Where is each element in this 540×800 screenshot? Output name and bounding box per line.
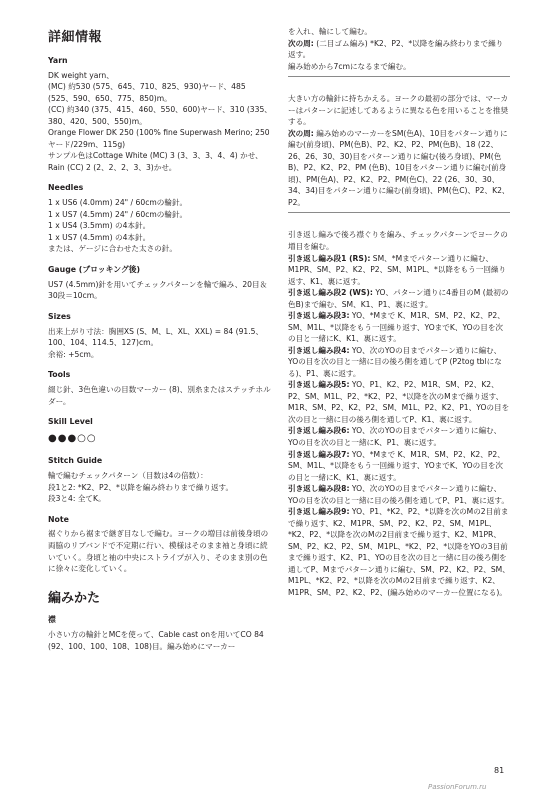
instruction-paragraph: 引き返し編みで後ろ襟ぐりを編み、チェックパターンでヨークの増目を編む。 [288,230,508,251]
row-label: 次の周: [288,128,314,138]
gauge-section [48,264,272,302]
yarn-line: サンプル色はCottage White (MC) 3 (3、3、3、4、4) かせ、Rain (CC) 2 (2、2、2、3、3)かせ。 [48,151,263,172]
spacer [288,219,510,229]
row-text: YO、P1、*K2、P2、*以降を次のMの2目前まで繰り返す、K2、M1PR、SM、P2、K2、P2、SM、M1PL、*K2、P2、*以降を次のMの2目前まで繰り返す、K2、M1PR、SM、P2、K2、P2、SM、M1PL、*K2、P2、*以降をYOの3目前まで繰り返す、K2、P1、YOの目を次の目と一緒に目の後ろ側を通してP、Mまでパターン通りに編む、SM、P2、K2、P2、SM、M1PL、*K2、P2、*以降を次のMの2目前まで繰り返す、K2、M1PR、SM、P2、K2、P2、(編み始めのマーカー位置になる)。 [288,507,510,597]
left-column [48,26,272,652]
skill-heading: Skill Level [48,417,93,427]
skill-level-dots: ●●●○○ [48,432,97,444]
short-row-instruction [288,449,510,484]
short-row-instruction [288,345,510,380]
sizes-section [48,311,272,360]
needles-line: または、ゲージに合わせた太さの針。 [48,244,177,254]
row-label: 引き返し編み段9: [288,507,350,517]
instruction-paragraph [288,128,510,209]
short-row-instruction [288,310,510,345]
tools-line: 綴じ針、3色色違いの目数マーカー (8)、別糸またはステッチホルダー。 [48,385,271,406]
yarn-line: Orange Flower DK 250 (100% fine Superwash Merino; 250ヤード/229m、115g) [48,128,270,149]
gauge-line: US7 (4.5mm)針を用いてチェックパターンを輪で編み、20目＆30段＝10cm。 [48,279,268,301]
row-label: 引き返し編み段4: [288,345,350,355]
instruction-paragraph: を入れ、輪にして編む。 [288,27,372,36]
instruction-paragraph: 大きい方の輪針に持ちかえる。ヨークの最初の部分では、マーカーはパターンに記述してあるように異なる色を用いることを推奨する。 [288,94,509,127]
collar-text: 小さい方の輪針とMCを使って、Cable cast onを用いてCO 84 (92、100、100、108、108)目。編み始めにマーカー [48,630,264,651]
row-label: 引き返し編み段3: [288,311,350,321]
needles-section [48,182,272,255]
gauge-heading: Gauge (ブロッキング後) [48,264,141,274]
row-text: YO、次のYOの目までパターン通りに編む、YOの目を次の目と一緒に目の後ろ側を通してP (P2tog tblになる)、P1、裏に返す。 [288,345,502,378]
stitch-guide-line: 輪で編むチェックパターン（目数は4の倍数）： [48,471,208,480]
instruction-paragraph: 編み始めから7cmになるまで編む。 [288,61,411,71]
short-row-instruction [288,253,510,288]
watermark: PassionForum.ru [428,783,487,791]
row-text: (二目ゴム編み) *K2、P2、*以降を編み終わりまで繰り返す。 [288,38,504,60]
method-title: 編みかた [48,590,101,606]
short-row-instruction [288,425,510,448]
needles-line: 1 x US7 (4.5mm) の4本針。 [48,232,151,242]
instruction-paragraph [288,38,510,61]
needles-line: 1 x US6 (4.0mm) 24" / 60cmの輪針。 [48,198,188,208]
collar-heading: 襟 [48,615,56,625]
row-text: SM、*Mまでパターン通りに編む、M1PR、SM、P2、K2、P2、SM、M1PL、*以降をもう一回繰り返す、K1、裏に返す。 [288,253,507,286]
needles-line: 1 x US4 (3.5mm) の4本針。 [48,221,151,231]
row-text: YO、次のYOの目までパターン通りに編む、YOの目を次の目と一緒にK、P1、裏に返す。 [288,426,502,447]
yarn-line: (MC) 約530 (575、645、710、825、930)ヤード、485 (525、590、650、775、850)m。 [48,82,246,103]
sizes-line: 余裕: +5cm。 [48,349,99,359]
divider [288,212,510,213]
row-text: YO、P1、K2、P2、M1R、SM、P2、K2、P2、SM、M1L、P2、*K2、P2、*以降を次のMまで繰り返す、M1R、SM、P2、K2、P2、SM、M1L、P2、K2、P1、YOの目を次の目と一緒に目の後ろ側を通してP、K1、裏に返す。 [288,380,510,424]
row-label: 引き返し編み段1 (RS): [288,253,371,263]
short-row-instruction [288,483,510,506]
row-label: 次の周: [288,38,314,48]
row-label: 引き返し編み段6: [288,426,350,436]
row-label: 引き返し編み段2 (WS): [288,288,373,298]
row-text: YO、*Mまで K、M1R、SM、P2、K2、P2、SM、M1L、*以降をもう一回繰り返す、YOまでK、YOの目を次の目と一緒にK、K1、裏に返す。 [288,311,505,344]
row-label: 引き返し編み段5: [288,380,350,390]
short-row-instruction [288,287,510,310]
right-column [288,26,510,598]
yarn-line: DK weight yarn、 [48,70,114,80]
note-section [48,514,272,575]
row-text: YO、*Mまで K、M1R、SM、P2、K2、P2、SM、M1L、*以降をもう一回繰り返す、YOまでK、YOの目を次の目と一緒にK、K1、裏に返す。 [288,449,505,482]
tools-heading: Tools [48,370,71,380]
row-label: 引き返し編み段7: [288,449,350,459]
note-text: 裾ぐりから裾まで継ぎ目なしで編む。ヨークの増目は前後身頃の両脇のリブバンドで不定期に行い、模様はそのまま袖と身頃に続いていく。身頃と袖の中央にストライプが入り、そのまま別の色に徐々に変化していく。 [48,529,269,574]
note-heading: Note [48,514,69,524]
row-text: YO、パターン通りに4番目のM (最初の色B)まで編む、SM、K1、P1、裏に返す。 [288,288,509,309]
details-title: 詳細情報 [48,30,103,45]
page-number: 81 [494,766,505,775]
yarn-section [48,55,272,174]
row-text: YO、次のYOの目までパターン通りに編む、YOの目を次の目と一緒に目の後ろ側を通してP、P1、裏に返す。 [288,484,510,505]
skill-section [48,416,272,446]
needles-line: 1 x US7 (4.5mm) 24" / 60cmの輪針。 [48,209,188,219]
stitch-guide-line: 段1と2: *K2、P2、*以降を編み終わりまで繰り返す。 [48,482,234,492]
stitch-guide-section [48,455,272,504]
short-row-instruction [288,379,510,425]
yarn-line: (CC) 約340 (375、415、460、550、600)ヤード、310 (335、380、420、500、550)m。 [48,105,272,126]
stitch-guide-line: 段3と4: 全てK。 [48,494,106,504]
needles-heading: Needles [48,183,84,193]
stitch-guide-heading: Stitch Guide [48,456,103,466]
sizes-heading: Sizes [48,311,71,321]
row-label: 引き返し編み段8: [288,484,350,494]
spacer [288,83,510,93]
short-row-instruction [288,506,510,598]
tools-section [48,369,272,407]
sizes-line: 出来上がり寸法：胸囲XS (S、M、L、XL、XXL) = 84 (91.5、100、104、114.5、127)cm。 [48,326,264,348]
row-text: 編み始めのマーカーをSM(色A)、10目をパターン通りに編む(前身頃)、PM(色B)、P2、K2、P2、PM(色B)、18 (22、26、26、30、30)目をパターン通りに編む(後ろ身頃)、PM(色B)、P2、K2、P2、PM (色B)、10目をパターン通りに編む(前身頃)、PM(色A)、P2、K2、P2、PM(色C)、22 (26、30、30、34、34)目をパターン通りに編む(前身頃)、PM(色C)、P2、K2、P2。 [288,128,510,207]
divider [288,76,510,77]
yarn-heading: Yarn [48,55,68,65]
